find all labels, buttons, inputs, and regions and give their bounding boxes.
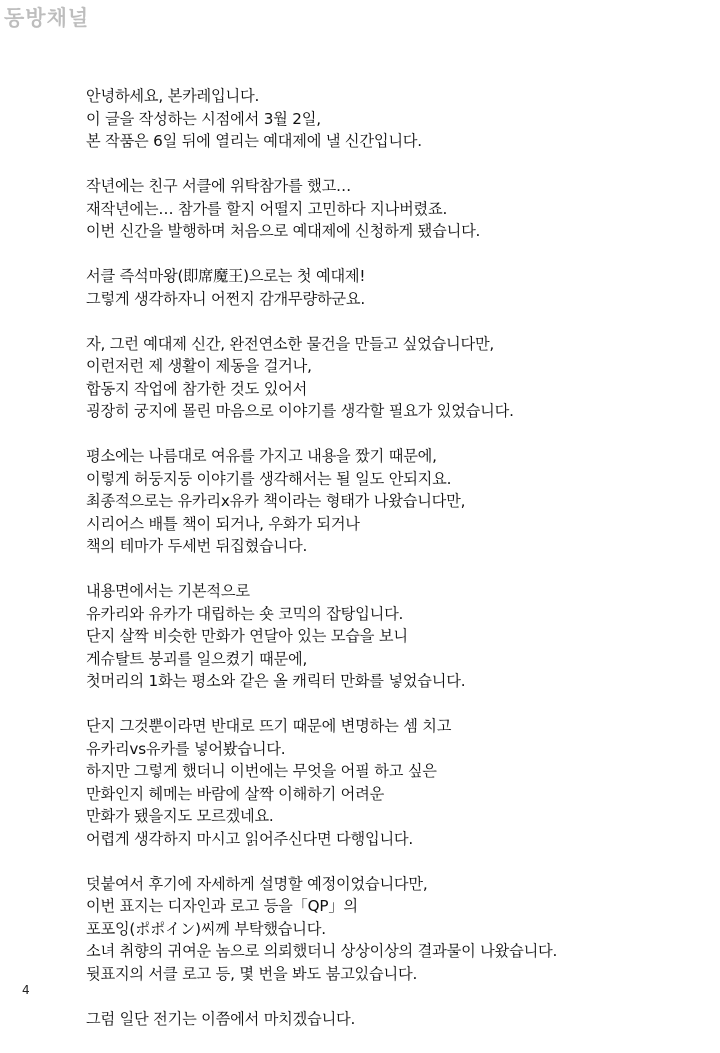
text-line: 그럼 일단 전기는 이쯤에서 마치겠습니다. [86, 1009, 356, 1028]
text-line: 이렇게 허둥지둥 이야기를 생각해서는 될 일도 안되지요. [86, 469, 452, 488]
text-line: 내용면에서는 기본적으로 [86, 582, 250, 600]
text-line: 게슈탈트 붕괴를 일으켰기 때문에, [86, 649, 308, 668]
paragraph [86, 333, 686, 423]
paragraph [86, 175, 686, 243]
text-line: 이런저런 제 생활이 제동을 걸거나, [86, 357, 312, 375]
text-line: 재작년에는… 참가를 할지 어떨지 고민하다 지나버렸죠. [86, 199, 448, 218]
afterword-body [86, 85, 686, 1053]
text-line: 책의 테마가 두세번 뒤집혔습니다. [86, 537, 308, 555]
text-line: 최종적으로는 유카리x유카 책이라는 형태가 나왔습니다만, [86, 492, 466, 510]
text-line: 서클 즉석마왕(即席魔王)으로는 첫 예대제! [86, 267, 366, 285]
text-line: 그렇게 생각하자니 어쩐지 감개무량하군요. [86, 289, 365, 308]
text-line: 첫머리의 1화는 평소와 같은 올 캐릭터 만화를 넣었습니다. [86, 672, 466, 690]
text-line: 이번 신간을 발행하며 처음으로 예대제에 신청하게 됐습니다. [86, 222, 481, 240]
text-line: 이번 표지는 디자인과 로고 등을「QP」의 [86, 897, 358, 915]
text-line: 하지만 그렇게 했더니 이번에는 무엇을 어필 하고 싶은 [86, 762, 437, 780]
text-line: 시리어스 배틀 책이 되거나, 우화가 되거나 [86, 514, 360, 533]
text-line: 합동지 작업에 참가한 것도 있어서 [86, 379, 308, 398]
paragraph [86, 873, 686, 986]
text-line: 소녀 취향의 귀여운 놈으로 의뢰했더니 상상이상의 결과물이 나왔습니다. [86, 942, 558, 960]
text-line: 단지 그것뿐이라면 반대로 뜨기 때문에 변명하는 셈 치고 [86, 717, 452, 735]
text-line: 어렵게 생각하지 마시고 읽어주신다면 다행입니다. [86, 829, 414, 848]
text-line: 자, 그런 예대제 신간, 완전연소한 물건을 만들고 싶었습니다만, [86, 334, 495, 353]
text-line: 평소에는 나름대로 여유를 가지고 내용을 짰기 때문에, [86, 447, 437, 465]
text-line: 본 작품은 6일 뒤에 열리는 예대제에 낼 신간입니다. [86, 132, 422, 150]
text-line: 만화인지 헤메는 바람에 살짝 이해하기 어려운 [86, 784, 385, 803]
paragraph [86, 445, 686, 558]
paragraph [86, 715, 686, 850]
text-line: 만화가 됐을지도 모르겠네요. [86, 807, 274, 825]
text-line: 안녕하세요, 본카레입니다. [86, 87, 260, 105]
paragraph [86, 265, 686, 310]
text-line: 굉장히 궁지에 몰린 마음으로 이야기를 생각할 필요가 있었습니다. [86, 402, 514, 420]
paragraph [86, 85, 686, 153]
text-line: 작년에는 친구 서클에 위탁참가를 했고… [86, 177, 352, 195]
text-line: 뒷표지의 서클 로고 등, 몇 번을 봐도 붐고있습니다. [86, 964, 418, 983]
text-line: 덧붙여서 후기에 자세하게 설명할 예정이었습니다만, [86, 874, 428, 893]
text-line: 유카리와 유카가 대립하는 숏 코믹의 잡탕입니다. [86, 604, 404, 623]
text-line: 유카리vs유카를 넣어봤습니다. [86, 739, 286, 758]
paragraph [86, 580, 686, 693]
text-line: 포포잉(ポポイン)씨께 부탁했습니다. [86, 919, 326, 938]
text-line: 단지 살짝 비슷한 만화가 연달아 있는 모습을 보니 [86, 627, 408, 645]
page-number: 4 [22, 983, 30, 997]
text-line: 이 글을 작성하는 시점에서 3월 2일, [86, 109, 321, 128]
watermark-text: 동방채널 [4, 6, 90, 30]
